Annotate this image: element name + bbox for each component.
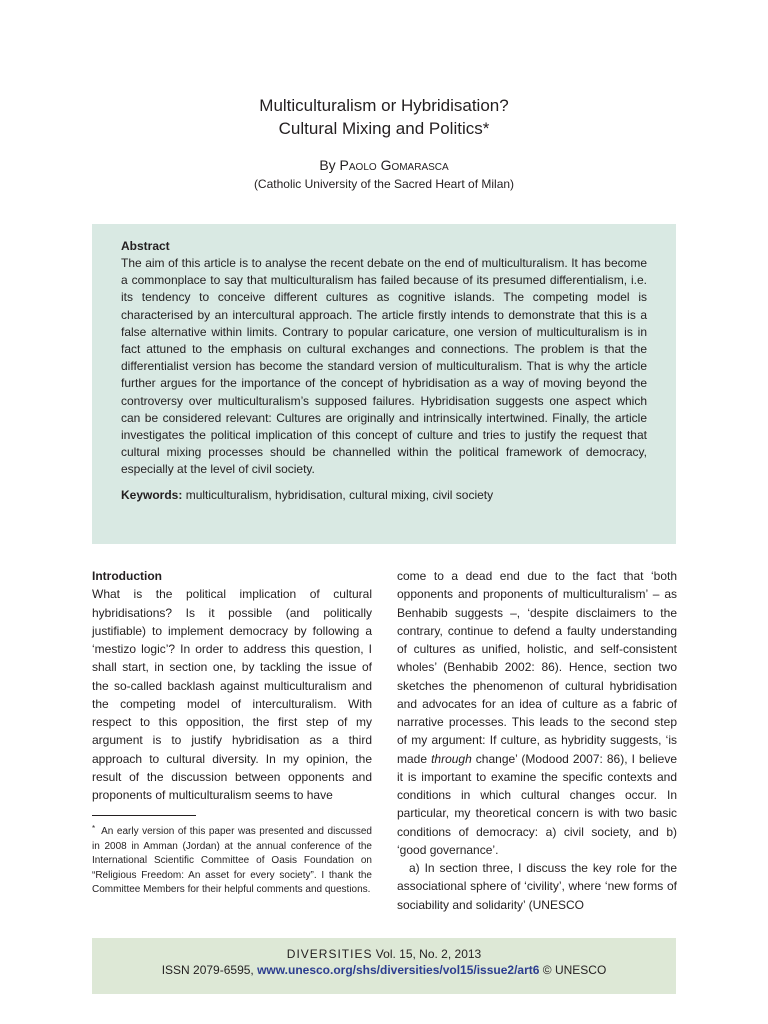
author-affiliation: (Catholic University of the Sacred Heart of Milan) <box>253 177 515 191</box>
title-line-1: Multiculturalism or Hybridisation? <box>259 96 509 115</box>
right-text-emphasis: through <box>431 751 472 766</box>
journal-volume: Vol. 15, No. 2, 2013 <box>372 947 482 961</box>
introduction-heading: Introduction <box>92 569 162 583</box>
introduction-paragraph-right <box>397 567 677 859</box>
left-column <box>92 567 372 804</box>
keywords-list: multiculturalism, hybridisation, cultural mixing, civil society <box>182 487 494 502</box>
footer-citation <box>92 946 676 962</box>
introduction-paragraph-a: a) In section three, I discuss the key role for the associational sphere of ‘civility’, where ‘new forms of sociability and solidarity’ (UNESCO <box>397 861 677 912</box>
copyright: © UNESCO <box>539 963 607 977</box>
article-title <box>0 94 768 140</box>
issn: ISSN 2079-6595, <box>161 963 258 977</box>
footnote-divider <box>92 815 196 816</box>
introduction-paragraph-left: What is the political implication of cultural hybridisations? Is it possible (and politically justifiable) to implement democracy by following a ‘mestizo logic’? In order to address this question, I shall start, in section one, by tackling the issue of the so-called backlash against multiculturalism and the competing model of interculturalism. With respect to this opposition, the first step of my argument is to justify hybridisation as a third approach to cultural diversity. In my opinion, the result of the discussion between opponents and proponents of multiculturalism seems to have <box>92 587 372 802</box>
footnote-mark: * <box>92 824 96 833</box>
author-name: Paolo Gomarasca <box>339 157 449 173</box>
author-prefix: By <box>319 157 340 173</box>
journal-footer <box>92 938 676 994</box>
journal-name: DIVERSITIES <box>286 947 373 961</box>
right-text-part-1: come to a dead end due to the fact that ‘both opponents and proponents of multiculturalism’ – as Benhabib suggests –, ‘despite disclaimers to the contrary, continue to defend a faulty understanding of cultures as unified, holistic, and self-consistent wholes’ (Benhabib 2002: 86). Hence, section two sketches the phenomenon of cultural hybridisation and advocates for an idea of culture as a fabric of narrative processes. This leads to the second step of my argument: If culture, as hybridity suggests, ‘is made <box>397 569 677 766</box>
keywords-label: Keywords: <box>121 487 183 502</box>
footer-issn-line <box>92 962 676 978</box>
author-line <box>0 156 768 174</box>
footnote-text: An early version of this paper was presented and discussed in 2008 in Amman (Jordan) at the annual conference of the International Scientific Committee of Oasis Foundation on “Religious Freedom: An asset for every society”. I thank the Committee Members for their helpful comments and questions. <box>92 826 372 896</box>
right-text-part-2: change’ (Modood 2007: 86), I believe it is important to examine the specific contexts and conditions in which cultural changes occur. In particular, my theoretical concern is with two basic conditions of democracy: a) civil society, and b) ‘good governance’. <box>397 751 677 857</box>
abstract-body: The aim of this article is to analyse the recent debate on the end of multiculturalism. It has become a commonplace to say that multiculturalism has failed because of its presumed differentialism, i.e. its tendency to conceive different cultures as cognitive islands. The competing model is characterised by an intercultural approach. The article firstly intends to demonstrate that this is a false alternative within limits. Contrary to popular caricature, one version of multiculturalism is in fact attuned to the emphasis on cultural exchanges and connections. The problem is that the differentialist version has become the standard version of multiculturalism. That is why the article further argues for the importance of the concept of hybridisation as a way of moving beyond the controversy over multiculturalism’s supposed failures. Hybridisation suggests one aspect which can be considered relevant: Cultures are originally and intrinsically intertwined. Finally, the article investigates the political implication of this concept of culture and tries to justify the request that cultural mixing processes should be channelled within the political framework of democracy, especially at the level of civil society. <box>121 256 647 477</box>
keywords <box>121 487 647 504</box>
abstract-heading: Abstract <box>121 239 170 253</box>
article-url-link[interactable]: www.unesco.org/shs/diversities/vol15/issue2/art6 <box>257 963 540 977</box>
title-line-2: Cultural Mixing and Politics* <box>278 119 490 138</box>
right-column <box>397 567 677 914</box>
footnote <box>92 822 372 898</box>
abstract-box <box>92 224 676 544</box>
